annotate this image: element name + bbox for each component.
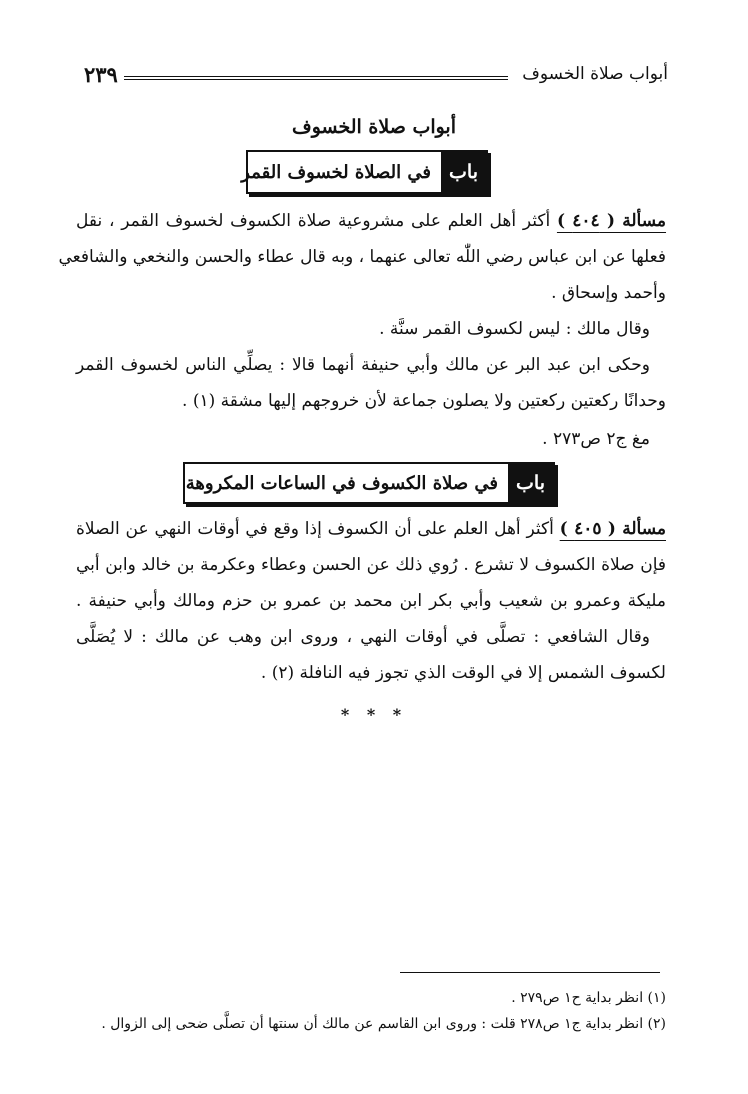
paragraph-line: مليكة وعمرو بن شعيب وأبي بكر ابن محمد بن عمرو بن حزم ومالك وأبي حنيفة . [76,591,666,611]
masala-label: مسألة ( ٤٠٥ ) [559,519,666,539]
line-text: أكثر أهل العلم على مشروعية صلاة الكسوف لخسوف القمر ، نقل [76,211,551,231]
section-heading-lunar-eclipse [241,150,488,194]
line-text: أكثر أهل العلم على أن الكسوف إذا وقع في أوقات النهي عن الصلاة [76,519,554,539]
paragraph-line [76,518,666,540]
masala-label: مسألة ( ٤٠٤ ) [556,211,667,231]
bab-title: في صلاة الكسوف في الساعات المكروهة [185,472,499,494]
paragraph-line: وقال مالك : ليس لكسوف القمر سنَّة . [379,319,650,339]
chapter-title: أبواب صلاة الخسوف [292,116,456,138]
header-rule [124,76,508,80]
bab-title: في الصلاة لخسوف القمر [241,161,432,183]
footnote-1: (١) انظر بداية ح١ ص٢٧٩ . [511,990,666,1006]
paragraph-line: وأحمد وإسحاق . [551,283,666,303]
footnote-2: (٢) انظر بداية ج١ ص٢٧٨ قلت : وروى ابن القاسم عن مالك أن سنتها أن تصلَّى ضحى إلى الزوال . [101,1016,666,1032]
paragraph-line: وقال الشافعي : تصلَّى في أوقات النهي ، وروى ابن وهب عن مالك : لا يُصَلَّى [76,627,650,647]
footnote-rule [400,972,660,973]
paragraph-line: وحكى ابن عبد البر عن مالك وأبي حنيفة أنهما قالا : يصلِّي الناس لخسوف القمر [76,355,650,375]
running-title: أبواب صلاة الخسوف [522,64,668,84]
section-separator: * * * [340,705,408,724]
page-number: ٢٣٩ [84,62,118,87]
paragraph-line [76,210,666,232]
section-heading-forbidden-times [183,462,555,504]
citation-line: مغ ج٢ ص٢٧٣ . [542,429,650,449]
page-header [84,64,668,92]
bab-label: باب [441,152,486,192]
paragraph-line: وحدانًا ركعتين ركعتين ولا يصلون جماعة لأن خروجهم إليها مشقة (١) . [182,391,666,411]
paragraph-line: فإن صلاة الكسوف لا تشرع . رُوي ذلك عن الحسن وعطاء وعكرمة بن خالد وابن أبي [76,555,666,575]
paragraph-line: لكسوف الشمس إلا في الوقت الذي تجوز فيه النافلة (٢) . [260,663,666,683]
bab-label: باب [508,464,553,502]
paragraph-line: فعلها عن ابن عباس رضي اللّٰه تعالى عنهما ، وبه قال عطاء والحسن والنخعي والشافعي [58,247,666,267]
